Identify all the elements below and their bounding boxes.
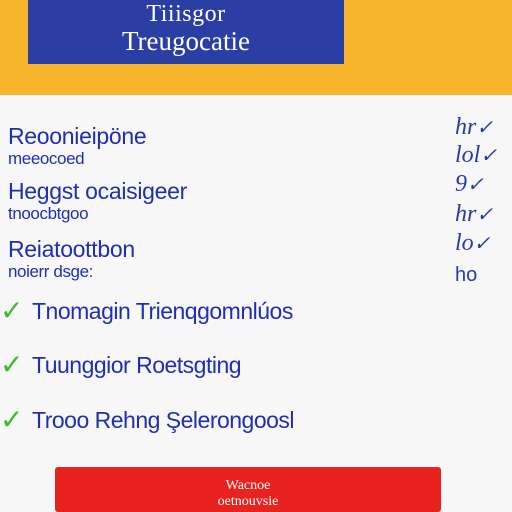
check-mark-icon: ✓	[476, 117, 494, 139]
status-mark-text: lol	[455, 142, 481, 168]
status-mark-text: ho	[455, 264, 478, 286]
check-icon: ✓	[0, 403, 24, 436]
checklist-item	[0, 296, 512, 330]
status-mark-text: lo	[455, 230, 474, 256]
status-mark	[455, 115, 493, 140]
checklist-item	[0, 405, 512, 439]
list-item	[8, 236, 448, 282]
list-item-secondary: tnoocbtgoo	[8, 204, 89, 223]
check-icon: ✓	[0, 348, 24, 381]
checklist-item-label: Trooo Rehng Şelerongoosl	[32, 407, 295, 433]
status-mark-text: hr	[455, 201, 477, 227]
checklist-item	[0, 350, 512, 384]
status-mark	[455, 263, 477, 287]
check-mark-icon: ✓	[473, 233, 491, 255]
check-icon: ✓	[0, 294, 24, 327]
status-mark	[455, 172, 484, 197]
cta-button[interactable]	[55, 467, 441, 512]
status-mark	[455, 231, 490, 256]
status-mark-text: 9	[455, 171, 467, 197]
checklist-item-label: Tuunggior Roetsgting	[32, 352, 242, 378]
cta-button-label-2: oetnouvsie	[217, 494, 279, 509]
list-item-secondary: meeocoed	[8, 149, 85, 168]
status-mark	[455, 143, 497, 168]
list-item	[8, 123, 448, 169]
cta-button-label-1: Wacnoe	[225, 478, 271, 493]
title-line-2: Treugocatie	[122, 26, 250, 56]
status-mark	[455, 202, 493, 227]
status-mark-text: hr	[455, 114, 477, 140]
list-item-primary: Reoonieipöne	[8, 123, 147, 149]
list-item	[8, 178, 448, 224]
check-mark-icon: ✓	[467, 174, 484, 196]
list-item-primary: Heggst ocaisigeer	[8, 178, 188, 204]
check-mark-icon: ✓	[476, 204, 494, 226]
title-box	[28, 0, 344, 64]
list-item-primary: Reiatoottbon	[8, 236, 135, 262]
list-item-secondary: noierr dsge:	[8, 262, 93, 281]
title-line-1: Tiiisgor	[146, 1, 226, 27]
check-mark-icon: ✓	[480, 145, 498, 167]
checklist-item-label: Tnomagin Trienqgomnlúos	[32, 298, 293, 324]
